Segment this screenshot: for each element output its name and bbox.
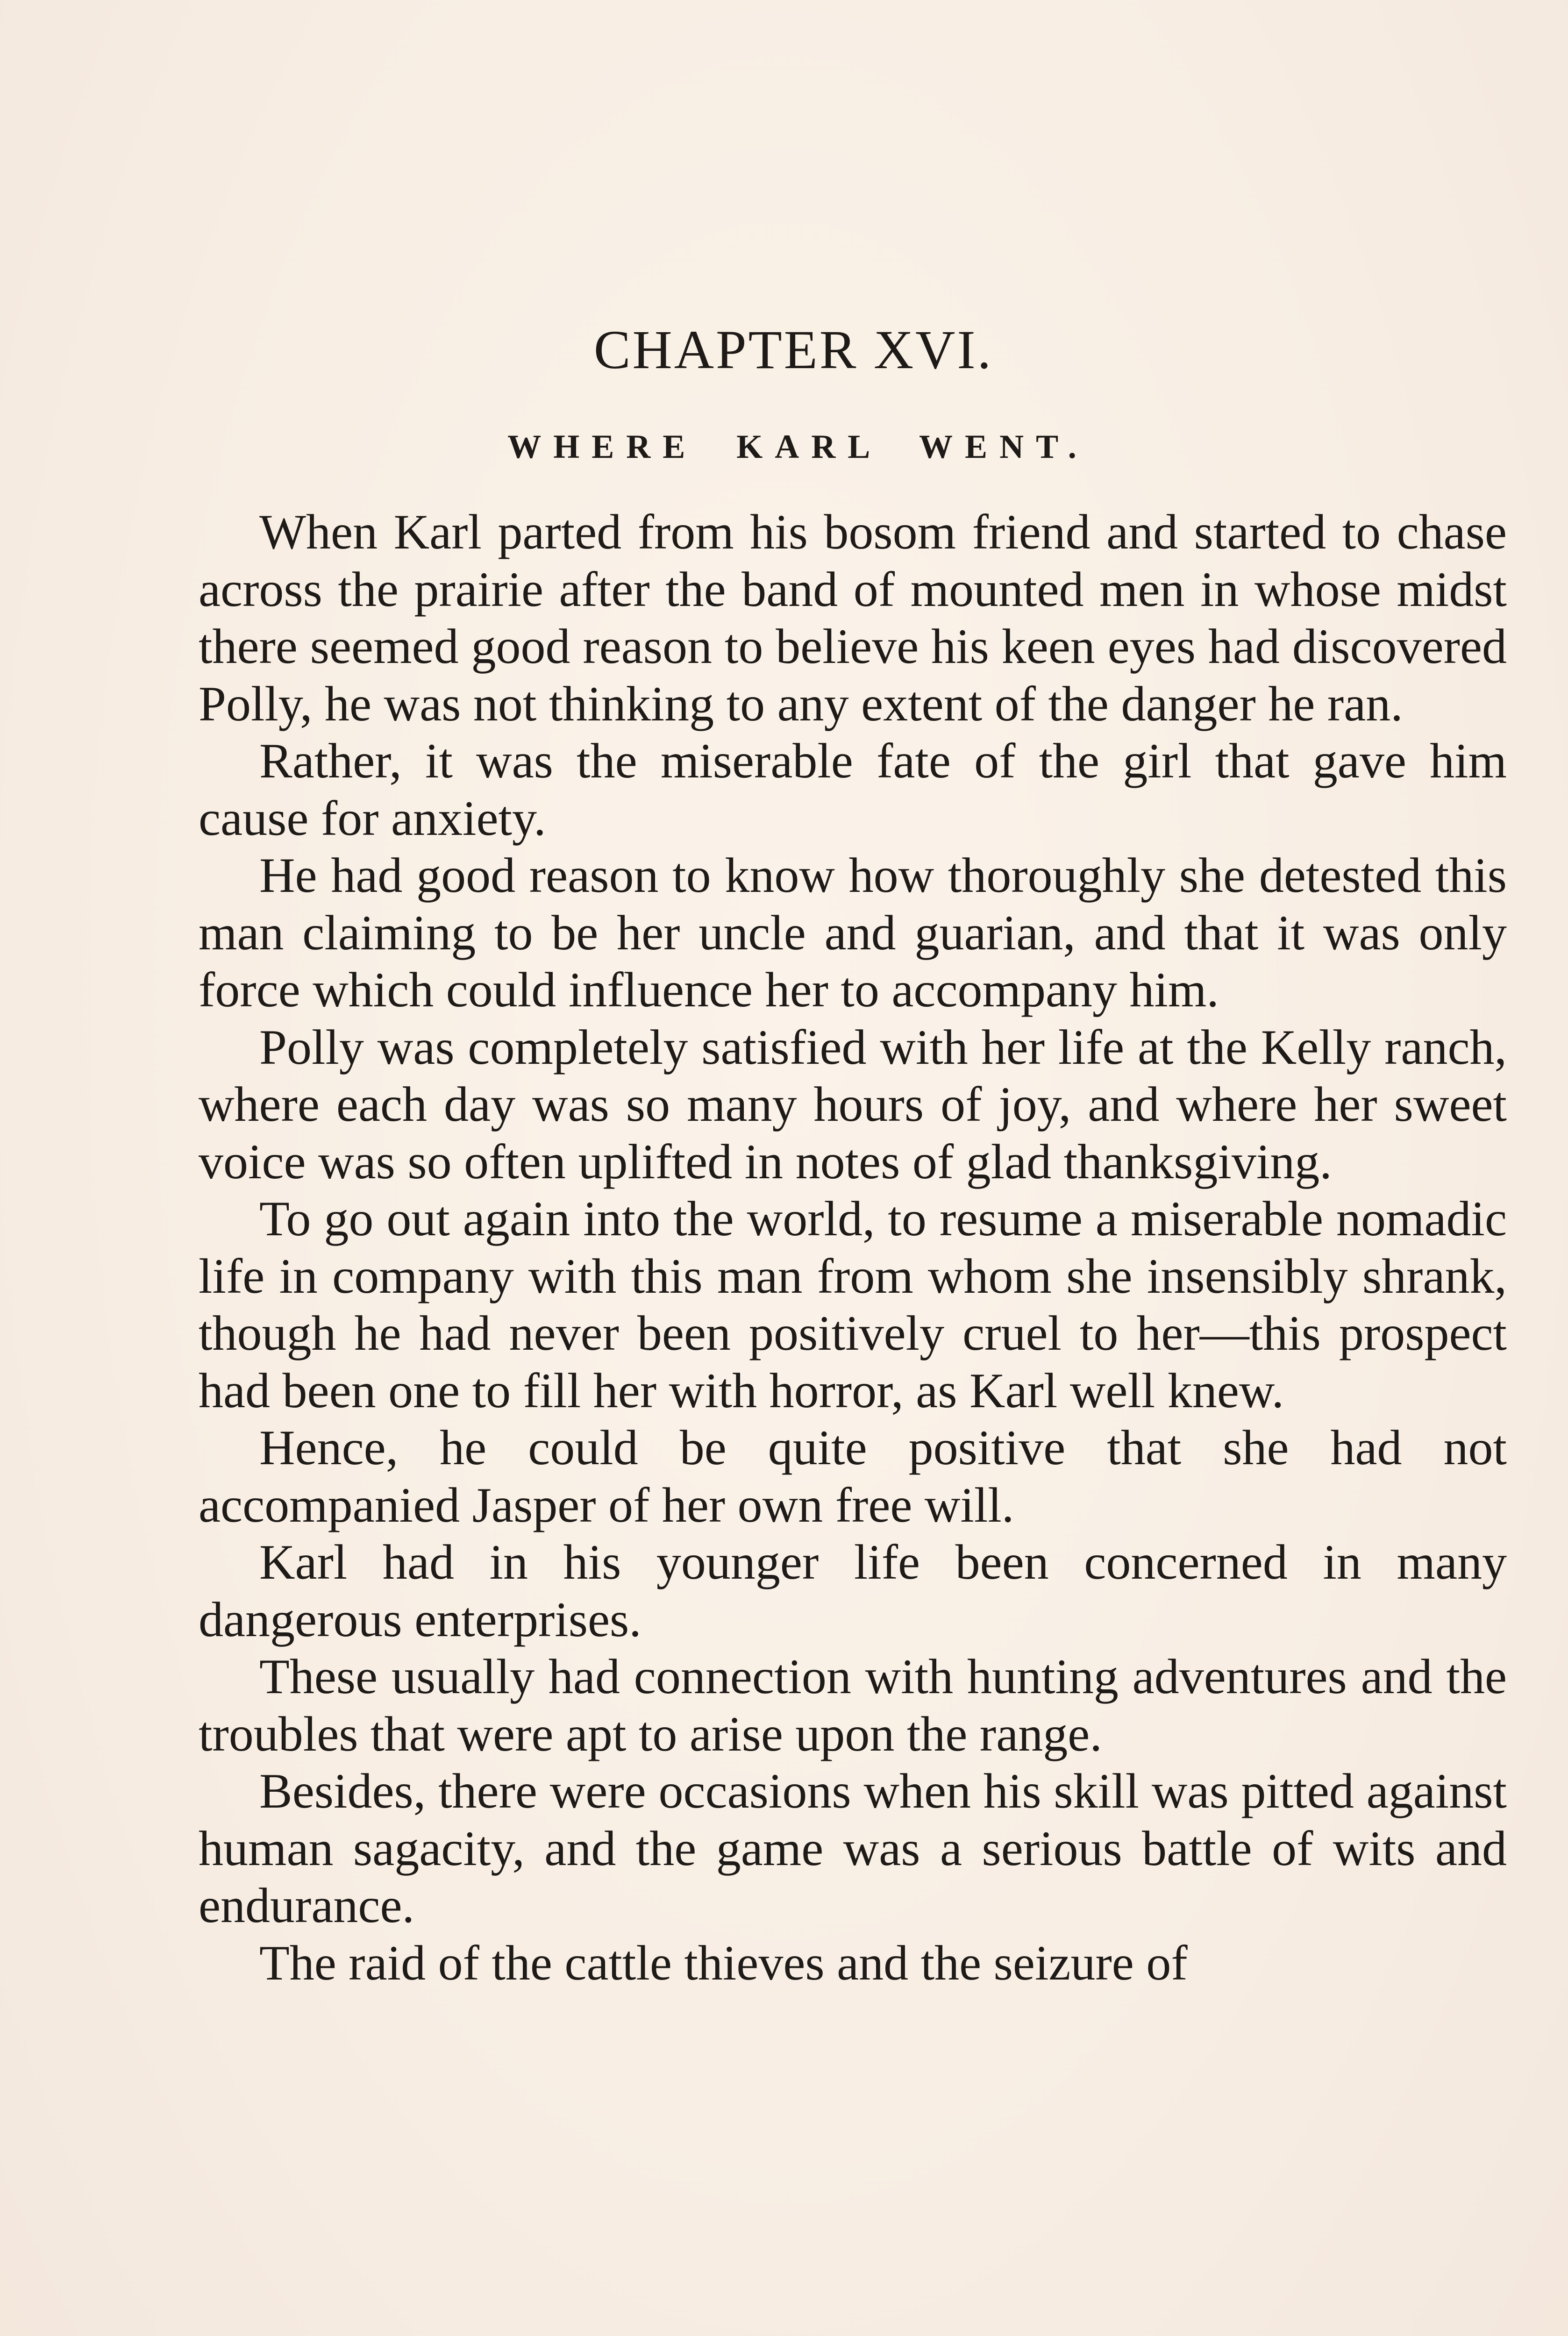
paragraph: Hence, he could be quite positive that she had not accompanied Jasper of her own free will. <box>199 1420 1507 1532</box>
paragraph: Karl had in his younger life been concerned in many dangerous enterprises. <box>199 1535 1507 1647</box>
paragraph: To go out again into the world, to resume a miserable nomadic life in company with this man from whom she insensibly shrank, though he had never been positively cruel to her—this prospect had been one to fill her with horror, as Karl well knew. <box>199 1191 1507 1418</box>
chapter-subtitle: WHERE KARL WENT. <box>507 428 1089 465</box>
paragraph: He had good reason to know how thoroughly she detested this man claiming to be her uncle and guarian, and that it was only force which could influence her to accompany him. <box>199 848 1507 1017</box>
chapter-body <box>199 504 1507 1992</box>
paragraph: These usually had connection with hunting adventures and the troubles that were apt to arise upon the range. <box>199 1649 1507 1761</box>
paragraph: Rather, it was the miserable fate of the girl that gave him cause for anxiety. <box>199 734 1507 846</box>
paragraph: The raid of the cattle thieves and the seizure of <box>259 1935 1188 1990</box>
chapter-title: CHAPTER XVI. <box>593 319 993 380</box>
paragraph: Besides, there were occasions when his skill was pitted against human sagacity, and the game was a serious battle of wits and endurance. <box>199 1764 1507 1933</box>
paragraph: When Karl parted from his bosom friend and started to chase across the prairie after the band of mounted men in whose midst there seemed good reason to believe his keen eyes had discovered Polly, he was not thinking to any extent of the danger he ran. <box>199 505 1507 731</box>
paragraph: Polly was completely satisfied with her life at the Kelly ranch, where each day was so many hours of joy, and where her sweet voice was so often uplifted in notes of glad thanksgiving. <box>199 1019 1507 1189</box>
